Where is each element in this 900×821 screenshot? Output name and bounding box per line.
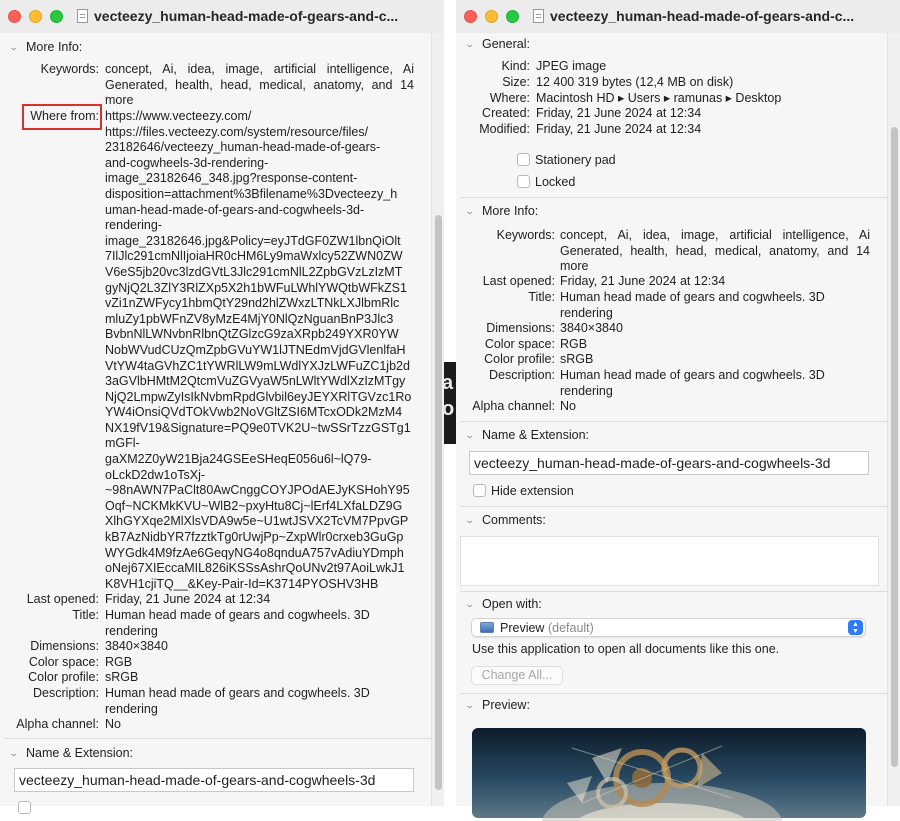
disclosure-chevron-icon: ⌄	[464, 514, 475, 525]
close-light[interactable]	[464, 10, 477, 23]
disclosure-chevron-icon: ⌄	[8, 41, 19, 52]
dimensions-value: 3840×3840	[560, 321, 623, 335]
color-profile-value: sRGB	[105, 670, 139, 684]
keywords-value: concept, Ai, idea, image, artificial intelligence, Ai Generated, health, head, medical, anatomy, and 14 more	[560, 228, 870, 274]
color-profile-label: Color profile:	[484, 352, 555, 366]
scrollbar-thumb[interactable]	[891, 127, 898, 767]
title-label: Title:	[72, 608, 99, 622]
name-extension-header[interactable]	[0, 742, 431, 764]
hide-extension-label: Hide extension	[491, 484, 574, 498]
section-title: Comments:	[482, 513, 546, 527]
preview-thumbnail	[472, 728, 866, 818]
alpha-value: No	[560, 399, 576, 413]
section-title: Name & Extension:	[26, 746, 133, 760]
filename-field[interactable]: vecteezy_human-head-made-of-gears-and-cogwheels-3d	[469, 451, 869, 475]
section-title: Name & Extension:	[482, 428, 589, 442]
where-from-label: Where from:	[30, 109, 99, 123]
color-space-label: Color space:	[28, 655, 99, 669]
divider	[4, 738, 431, 739]
modified-value: Friday, 21 June 2024 at 12:34	[536, 122, 702, 136]
window-title: vecteezy_human-head-made-of-gears-and-c...	[94, 8, 399, 24]
section-title: Preview:	[482, 698, 530, 712]
info-pane	[0, 33, 431, 806]
last-opened-label: Last opened:	[26, 592, 99, 606]
divider	[460, 421, 887, 422]
created-value: Friday, 21 June 2024 at 12:34	[536, 106, 702, 120]
preview-app-icon	[480, 622, 494, 633]
title-label: Title:	[528, 290, 555, 304]
dimensions-value: 3840×3840	[105, 639, 168, 653]
minimize-light[interactable]	[485, 10, 498, 23]
window-title: vecteezy_human-head-made-of-gears-and-c...	[550, 8, 855, 24]
locked-label: Locked	[535, 175, 576, 189]
disclosure-chevron-icon: ⌄	[464, 598, 475, 609]
section-title: More Info:	[482, 204, 539, 218]
popup-arrows-icon: ▲ ▼	[848, 620, 863, 635]
divider	[460, 506, 887, 507]
more-info-header[interactable]	[0, 36, 431, 58]
info-pane	[456, 33, 887, 806]
hide-extension-checkbox[interactable]	[473, 484, 486, 497]
filename-field[interactable]: vecteezy_human-head-made-of-gears-and-cogwheels-3d	[14, 768, 414, 792]
desktop-background-sliver: a o	[444, 362, 456, 444]
info-window-left	[0, 0, 444, 806]
zoom-light[interactable]	[506, 10, 519, 23]
comments-header[interactable]	[456, 509, 887, 531]
title-value: Human head made of gears and cogwheels. 3D rendering	[105, 608, 370, 638]
change-all-button[interactable]: Change All...	[471, 666, 563, 685]
titlebar	[456, 0, 900, 32]
name-extension-header[interactable]	[456, 424, 887, 446]
description-value: Human head made of gears and cogwheels. 3D rendering	[560, 368, 825, 398]
close-light[interactable]	[8, 10, 21, 23]
open-with-selection	[500, 621, 594, 635]
document-icon	[77, 9, 88, 23]
hide-extension-checkbox[interactable]	[18, 801, 31, 814]
color-space-label: Color space:	[484, 337, 555, 351]
general-header[interactable]	[456, 33, 887, 55]
last-opened-value: Friday, 21 June 2024 at 12:34	[105, 592, 271, 606]
alpha-value: No	[105, 717, 121, 731]
stationery-pad-label: Stationery pad	[535, 153, 616, 167]
info-window-right	[456, 0, 900, 806]
color-profile-value: sRGB	[560, 352, 594, 366]
color-profile-label: Color profile:	[28, 670, 99, 684]
keywords-label: Keywords:	[496, 228, 555, 242]
color-space-value: RGB	[105, 655, 133, 669]
where-value: Macintosh HD ▸ Users ▸ ramunas ▸ Desktop	[536, 91, 782, 105]
app-name: Preview	[500, 620, 545, 635]
disclosure-chevron-icon: ⌄	[464, 205, 475, 216]
size-value: 12 400 319 bytes (12,4 MB on disk)	[536, 75, 734, 89]
where-from-highlight	[22, 104, 102, 130]
scrollbar-thumb[interactable]	[435, 215, 442, 790]
description-label: Description:	[33, 686, 99, 700]
disclosure-chevron-icon: ⌄	[464, 429, 475, 440]
open-with-popup[interactable]	[471, 618, 866, 637]
keywords-value: concept, Ai, idea, image, artificial intelligence, Ai Generated, health, head, medical, anatomy, and 14 more	[105, 62, 414, 108]
disclosure-chevron-icon: ⌄	[464, 38, 475, 49]
where-label: Where:	[489, 91, 530, 105]
keywords-label: Keywords:	[40, 62, 99, 76]
minimize-light[interactable]	[29, 10, 42, 23]
document-icon	[533, 9, 544, 23]
open-with-note: Use this application to open all documents like this one.	[472, 642, 780, 656]
more-info-header[interactable]	[456, 200, 887, 222]
color-space-value: RGB	[560, 337, 588, 351]
description-label: Description:	[489, 368, 555, 382]
last-opened-label: Last opened:	[482, 274, 555, 288]
locked-checkbox[interactable]	[517, 175, 530, 188]
title-value: Human head made of gears and cogwheels. 3D rendering	[560, 290, 825, 320]
divider	[460, 591, 887, 592]
modified-label: Modified:	[479, 122, 530, 136]
default-tag: (default)	[547, 620, 594, 635]
disclosure-chevron-icon: ⌄	[464, 699, 475, 710]
open-with-header[interactable]	[456, 593, 887, 615]
alpha-label: Alpha channel:	[16, 717, 99, 731]
preview-header[interactable]	[456, 694, 887, 716]
section-title: General:	[482, 37, 530, 51]
section-title: Open with:	[482, 597, 542, 611]
kind-value: JPEG image	[536, 59, 607, 73]
alpha-label: Alpha channel:	[472, 399, 555, 413]
divider	[460, 197, 887, 198]
section-title: More Info:	[26, 40, 83, 54]
description-value: Human head made of gears and cogwheels. 3D rendering	[105, 686, 370, 716]
last-opened-value: Friday, 21 June 2024 at 12:34	[560, 274, 726, 288]
comments-textarea[interactable]	[460, 536, 879, 586]
stationery-pad-checkbox[interactable]	[517, 153, 530, 166]
created-label: Created:	[482, 106, 530, 120]
dimensions-label: Dimensions:	[486, 321, 555, 335]
titlebar	[0, 0, 444, 32]
dimensions-label: Dimensions:	[30, 639, 99, 653]
scrollbar[interactable]	[887, 33, 900, 806]
size-label: Size:	[502, 75, 530, 89]
where-from-value: https://www.vecteezy.com/ https://files.vecteezy.com/system/resource/files/ 23182646/vecteezy_human-head-made-of-gears- and-cogwheels-3d-rendering- image_23182646_348.jpg?response-content- disposition=attachment%3Bfilename%3Dvecteezy_h uman-head-made-of-gears-and-cogwheels-3d- rendering- image_23182646.jpg&Policy=eyJTdGF0ZW1lbnQiOlt 7IlJlc291cmNlIjoiaHR0cHM6Ly9maWxlcy52ZWN0ZW V6eS5jb20vc3lzdGVtL3Jlc291cmNlL2ZpbGVzLzIzMT gyNjQ2L3ZlY3RlZXp5X2h1bWFuLWhlYWQtbWFkZS1 vZi1nZWFycy1hbmQtY29nd2hlZWxzLTNkLXJlbmRlc mluZy1pbWFnZV8yMzE4MjY0NlQzNguanBnP3Jlc3 BvbnNlLWNvbnRlbnQtZGlzcG9zaXRpb249YXR0YW NobWVudCUzQmZpbGVuYW1lJTNEdmVjdGVlenlfaH VtYW4taGVhZC1tYWRlLW9mLWdlYXJzLWFuZC1jb2d 3aGVlbHMtM2QtcmVuZGVyaW5nLWltYWdlXzIzMTgy NjQ2LmpwZyIsIkNvbmRpdGlvbil6eyJEYXRlTGVzc1Ro YW4iOnsiQVdTOkVwb2NoVGltZSI6MTcxODk2MzM4 NX19fV19&Signature=PQ9e0TVK2U~twSSrTzzGSTg1 mGFl- gaXM2Z0yW21Bja24GSEeSHeqE056u6l~lQ79- oLckD2dw1oTsXj- ~98nAWN7PaClt80AwCnggCOYJPOdAEJyKSHohY95 Oqf~NCKMkKVU~WlB2~pxyHtu8Cj~lErf4LXfaLDZ9G XlhGYXqe2MlXlsVDA9w5e~U1wtJSVX2TcVM7PpvGP kB7AzNidbYR7fzztkTg0rUwjPp~ZxpWlr0crxeb3GuGp WYGdk4M9fzAe6GeqyNG4o8qnduA757vAdiuYDmph oNej67XIEccaMIL826iKSSsAshrQoUNv2t97AoiLwkJ1 K8VH1cjiTQ__&Key-Pair-Id=K3714PYOSHV3HB	[105, 109, 412, 591]
gear-head-preview-image	[472, 728, 866, 818]
zoom-light[interactable]	[50, 10, 63, 23]
disclosure-chevron-icon: ⌄	[8, 747, 19, 758]
kind-label: Kind:	[501, 59, 530, 73]
